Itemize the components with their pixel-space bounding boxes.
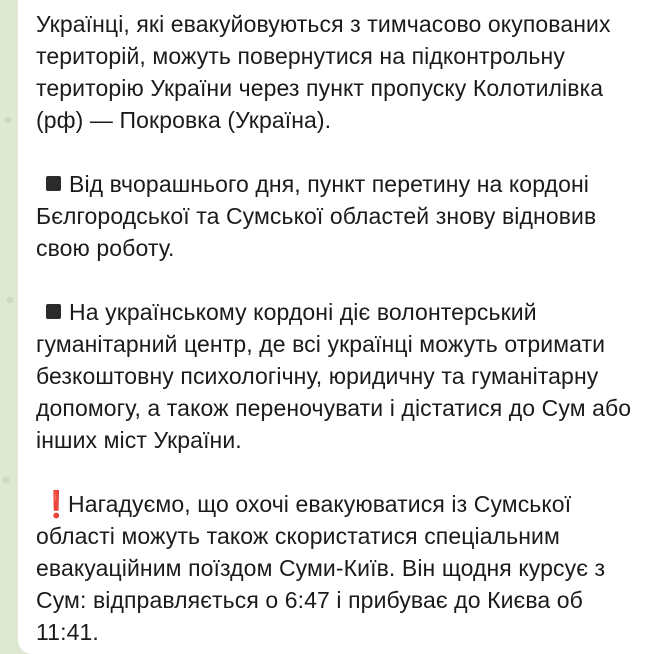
message-paragraph-2: [36, 168, 642, 264]
black-square-icon: [46, 304, 61, 319]
paragraph-spacer: [36, 456, 642, 488]
paragraph-spacer: [36, 136, 642, 168]
paragraph-spacer: [36, 264, 642, 296]
message-paragraph-3: [36, 296, 642, 456]
paragraph-2-text: Від вчорашнього дня, пункт перетину на кордоні Бєлгородської та Сумської областей знову відновив свою роботу.: [36, 171, 597, 261]
message-bubble[interactable]: [18, 0, 660, 654]
black-square-icon: [46, 176, 61, 191]
paragraph-4-text: Нагадуємо, що охочі евакуюватися із Сумської області можуть також скористатися спеціальним евакуаційним поїздом Суми-Київ. Він щодня курсує з Сум: відправляється о 6:47 і прибуває до Києва об 11:41.: [36, 491, 606, 645]
message-paragraph-1: Українці, які евакуйовуються з тимчасово окупованих територій, можуть повернутися на підконтрольну територію України через пункт пропуску Колотилівка (рф) — Покровка (Україна).: [36, 11, 611, 133]
red-exclamation-icon: ❗: [40, 489, 73, 519]
paragraph-3-text: На українському кордоні діє волонтерський гуманітарний центр, де всі українці можуть отримати безкоштовну психологічну, юридичну та гуманітарну допомогу, а також переночувати і дістатися до Сум або інших міст України.: [36, 299, 632, 453]
message-paragraph-4: [36, 488, 642, 648]
